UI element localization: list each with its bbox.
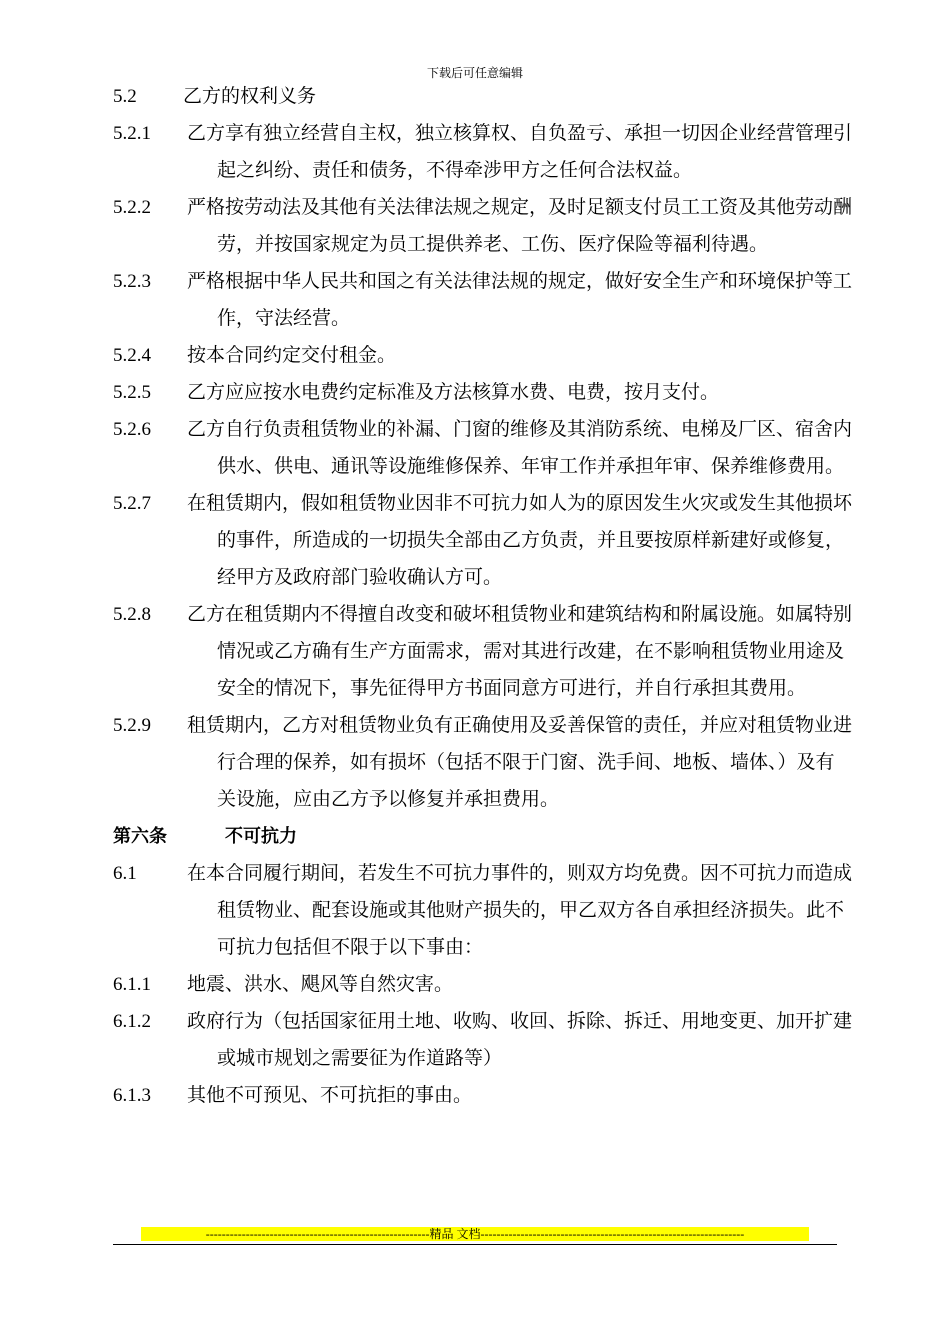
clause-text: 在本合同履行期间，若发生不可抗力事件的，则双方均免费。因不可抗力而造成租赁物业、配套设施或其他财产损失的，甲乙双方各自承担经济损失。此不可抗力包括但不限于以下事由： bbox=[187, 862, 853, 958]
clause-number: 5.2.1 bbox=[113, 123, 151, 144]
clause bbox=[113, 337, 853, 374]
clause-text: 在租赁期内，假如租赁物业因非不可抗力如人为的原因发生火灾或发生其他损坏的事件，所造成的一切损失全部由乙方负责，并且要按原样新建好或修复，经甲方及政府部门验收确认方可。 bbox=[187, 492, 853, 588]
clause-text: 乙方享有独立经营自主权，独立核算权、自负盈亏、承担一切因企业经营管理引起之纠纷、责任和债务，不得牵涉甲方之任何合法权益。 bbox=[187, 122, 853, 181]
clause-text: 乙方在租赁期内不得擅自改变和破坏租赁物业和建筑结构和附属设施。如属特别情况或乙方确有生产方面需求，需对其进行改建，在不影响租赁物业用途及安全的情况下，事先征得甲方书面同意方可进行，并自行承担其费用。 bbox=[187, 603, 853, 699]
clause-text: 严格按劳动法及其他有关法律法规之规定，及时足额支付员工工资及其他劳动酬劳，并按国家规定为员工提供养老、工伤、医疗保险等福利待遇。 bbox=[187, 196, 853, 255]
clause-number: 5.2 bbox=[113, 86, 137, 107]
clause bbox=[113, 1077, 853, 1114]
clause-number: 5.2.8 bbox=[113, 604, 151, 625]
clause-number: 6.1 bbox=[113, 863, 137, 884]
document-body bbox=[113, 78, 853, 1114]
clause-number: 5.2.7 bbox=[113, 493, 151, 514]
clause-number: 第六条 bbox=[113, 826, 167, 847]
clause-text: 其他不可预见、不可抗拒的事由。 bbox=[187, 1084, 473, 1106]
clause bbox=[113, 855, 853, 966]
article-heading bbox=[113, 818, 853, 855]
clause-number: 5.2.6 bbox=[113, 419, 151, 440]
clause-number: 5.2.9 bbox=[113, 715, 151, 736]
clause bbox=[113, 374, 853, 411]
clause-text: 严格根据中华人民共和国之有关法律法规的规定，做好安全生产和环境保护等工作，守法经营。 bbox=[187, 270, 853, 329]
clause bbox=[113, 707, 853, 818]
clause-text: 政府行为（包括国家征用土地、收购、收回、拆除、拆迁、用地变更、加开扩建或城市规划之需要征为作道路等） bbox=[187, 1010, 853, 1069]
clause bbox=[113, 596, 853, 707]
clause bbox=[113, 485, 853, 596]
clause bbox=[113, 263, 853, 337]
clause-number: 5.2.2 bbox=[113, 197, 151, 218]
clause-number: 5.2.4 bbox=[113, 345, 151, 366]
clause-number: 6.1.1 bbox=[113, 974, 151, 995]
section-heading bbox=[113, 78, 853, 115]
clause-text: 乙方自行负责租赁物业的补漏、门窗的维修及其消防系统、电梯及厂区、宿舍内供水、供电、通讯等设施维修保养、年审工作并承担年审、保养维修费用。 bbox=[187, 418, 853, 477]
clause bbox=[113, 966, 853, 1003]
clause-number: 6.1.2 bbox=[113, 1011, 151, 1032]
clause bbox=[113, 1003, 853, 1077]
header-note: 下载后可任意编辑 bbox=[426, 66, 523, 80]
clause-text: 乙方的权利义务 bbox=[183, 85, 317, 107]
clause bbox=[113, 115, 853, 189]
clause-text: 不可抗力 bbox=[225, 826, 297, 847]
clause-number: 6.1.3 bbox=[113, 1085, 151, 1106]
clause bbox=[113, 411, 853, 485]
clause bbox=[113, 189, 853, 263]
footer-rule bbox=[113, 1244, 837, 1245]
clause-text: 按本合同约定交付租金。 bbox=[187, 344, 397, 366]
clause-text: 乙方应应按水电费约定标准及方法核算水费、电费，按月支付。 bbox=[187, 381, 720, 403]
clause-text: 租赁期内，乙方对租赁物业负有正确使用及妥善保管的责任，并应对租赁物业进行合理的保养，如有损坏（包括不限于门窗、洗手间、地板、墙体、）及有关设施，应由乙方予以修复并承担费用。 bbox=[187, 714, 853, 810]
clause-text: 地震、洪水、飓风等自然灾害。 bbox=[187, 973, 454, 995]
footer-banner: --------------------------------------------------------精品 文档------------------------------------------------------------------ bbox=[141, 1227, 809, 1241]
clause-number: 5.2.3 bbox=[113, 271, 151, 292]
clause-number: 5.2.5 bbox=[113, 382, 151, 403]
